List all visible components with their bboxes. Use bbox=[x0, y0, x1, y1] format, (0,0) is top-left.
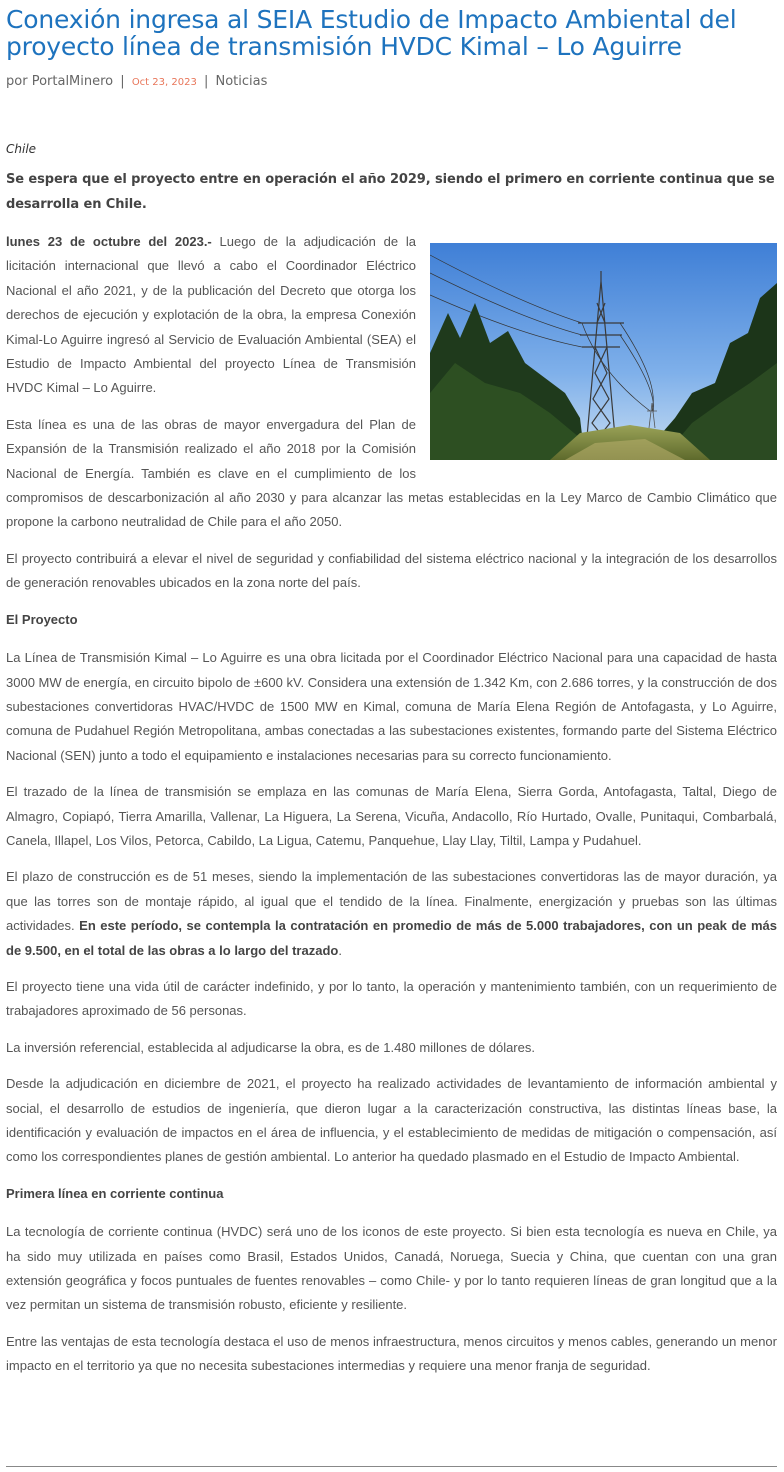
paragraph: lunes 23 de octubre del 2023.- Luego de la adjudicación de la licitación internacional que llevó a cabo el Coordinador Eléctrico Nacional el año 2021, y de la publicación del Decreto que otorga los derechos de ejecución y explotación de la obra, la empresa Conexión Kimal-Lo Aguirre ingresó al Servicio de Evaluación Ambiental (SEA) el Estudio de Impacto Ambiental del proyecto Línea de Transmisión HVDC Kimal – Lo Aguirre. bbox=[6, 234, 416, 396]
article bbox=[6, 0, 777, 1391]
article-title: Conexión ingresa al SEIA Estudio de Impacto Ambiental del proyecto línea de transmisión HVDC Kimal – Lo Aguirre bbox=[6, 5, 737, 61]
paragraph: La inversión referencial, establecida al adjudicarse la obra, es de 1.480 millones de dólares. bbox=[6, 1039, 535, 1055]
category-link[interactable]: Noticias bbox=[215, 74, 268, 89]
paragraph: El trazado de la línea de transmisión se emplaza en las comunas de María Elena, Sierra Gorda, Antofagasta, Taltal, Diego de Almagro, Copiapó, Tierra Amarilla, Vallenar, La Higuera, La Serena, Vicuña, Andacollo, Río Hurtado, Ovalle, Punitaqui, Combarbalá, Canela, Illapel, Los Vilos, Petorca, Cabildo, La Ligua, Catemu, Panquehue, Llay Llay, Tiltil, Lampa y Pudahuel. bbox=[6, 784, 777, 848]
paragraph: Entre las ventajas de esta tecnología destaca el uso de menos infraestructura, menos circuitos y menos cables, generando un menor impacto en el territorio ya que no necesita subestaciones intermedias y requiere una menor franja de seguridad. bbox=[6, 1333, 777, 1374]
paragraph: Esta línea es una de las obras de mayor envergadura del Plan de Expansión de la Transmisión realizado el año 2018 por la Comisión Nacional de Energía. También es clave en el cumplimiento de los compromisos de descarbonización al año 2030 y para alcanzar las metas establecidas en la Ley Marco de Cambio Climático que propone la carbono neutralidad de Chile para el año 2050. bbox=[6, 416, 777, 530]
highlight-text: En este período, se contempla la contratación en promedio de más de 5.000 trabajadores, con un peak de más de 9.500, en el total de las obras a lo largo del trazado bbox=[6, 918, 778, 958]
paragraph: El proyecto tiene una vida útil de carácter indefinido, y por lo tanto, la operación y mantenimiento también, con un requerimiento de trabajadores aproximado de 56 personas. bbox=[6, 978, 777, 1019]
article-meta bbox=[6, 74, 777, 89]
article-body bbox=[6, 230, 777, 1379]
section-heading: El Proyecto bbox=[6, 611, 78, 627]
article-kicker: Chile bbox=[6, 142, 37, 156]
article-lead: Se espera que el proyecto entre en operación el año 2029, siendo el primero en corriente continua que se desarrolla en Chile. bbox=[6, 172, 775, 212]
paragraph: Desde la adjudicación en diciembre de 2021, el proyecto ha realizado actividades de levantamiento de información ambiental y social, el desarrollo de estudios de ingeniería, que dieron lugar a la caracterización constructiva, las distintas líneas base, la identificación y evaluación de impactos en el área de influencia, y el establecimiento de medidas de mitigación o compensación, así como los correspondientes planes de gestión ambiental. Lo anterior ha quedado plasmado en el Estudio de Impacto Ambiental. bbox=[6, 1076, 777, 1165]
meta-separator: | bbox=[120, 74, 125, 89]
bottom-divider bbox=[6, 1466, 777, 1467]
paragraph: La tecnología de corriente continua (HVDC) será uno de los iconos de este proyecto. Si bien esta tecnología es nueva en Chile, ya ha sido muy utilizada en países como Brasil, Estados Unidos, Canadá, Noruega, Suecia y China, que cuentan con una gran extensión geográfica y focos puntuales de fuentes renovables – como Chile- y por lo tanto requieren líneas de gran longitud que a la vez permitan un sistema de transmisión robusto, eficiente y resiliente. bbox=[6, 1224, 777, 1313]
paragraph: El proyecto contribuirá a elevar el nivel de seguridad y confiabilidad del sistema eléctrico nacional y la integración de los desarrollos de generación renovables ubicados en la zona norte del país. bbox=[6, 550, 777, 591]
dateline: lunes 23 de octubre del 2023.- bbox=[6, 234, 212, 249]
publish-date: Oct 23, 2023 bbox=[131, 77, 197, 88]
author-prefix: por bbox=[6, 74, 28, 89]
section-heading: Primera línea en corriente continua bbox=[6, 1185, 224, 1201]
paragraph: El plazo de construcción es de 51 meses, siendo la implementación de las subestaciones convertidoras las de mayor duración, ya que las torres son de montaje rápido, al igual que el tendido de la línea. Finalmente, energización y pruebas son las últimas actividades. En este período, se contempla la contratación en promedio de más de 5.000 trabajadores, con un peak de más de 9.500, en el total de las obras a lo largo del trazado. bbox=[6, 869, 778, 958]
transmission-tower-photo bbox=[430, 243, 777, 460]
author-link[interactable]: PortalMinero bbox=[31, 74, 114, 89]
meta-separator: | bbox=[203, 74, 209, 89]
paragraph: La Línea de Transmisión Kimal – Lo Aguirre es una obra licitada por el Coordinador Eléctrico Nacional para una capacidad de hasta 3000 MW de energía, en circuito bipolo de ±600 kV. Considera una extensión de 1.342 Km, con 2.686 torres, y la construcción de dos subestaciones convertidoras HVAC/HVDC de 1500 MW en Kimal, comuna de María Elena Región de Antofagasta, y Lo Aguirre, comuna de Pudahuel Región Metropolitana, ambas conectadas a las subestaciones existentes, formando parte del Sistema Eléctrico Nacional (SEN) junto a todo el equipamiento e instalaciones necesarias para su correcto funcionamiento. bbox=[6, 650, 777, 763]
